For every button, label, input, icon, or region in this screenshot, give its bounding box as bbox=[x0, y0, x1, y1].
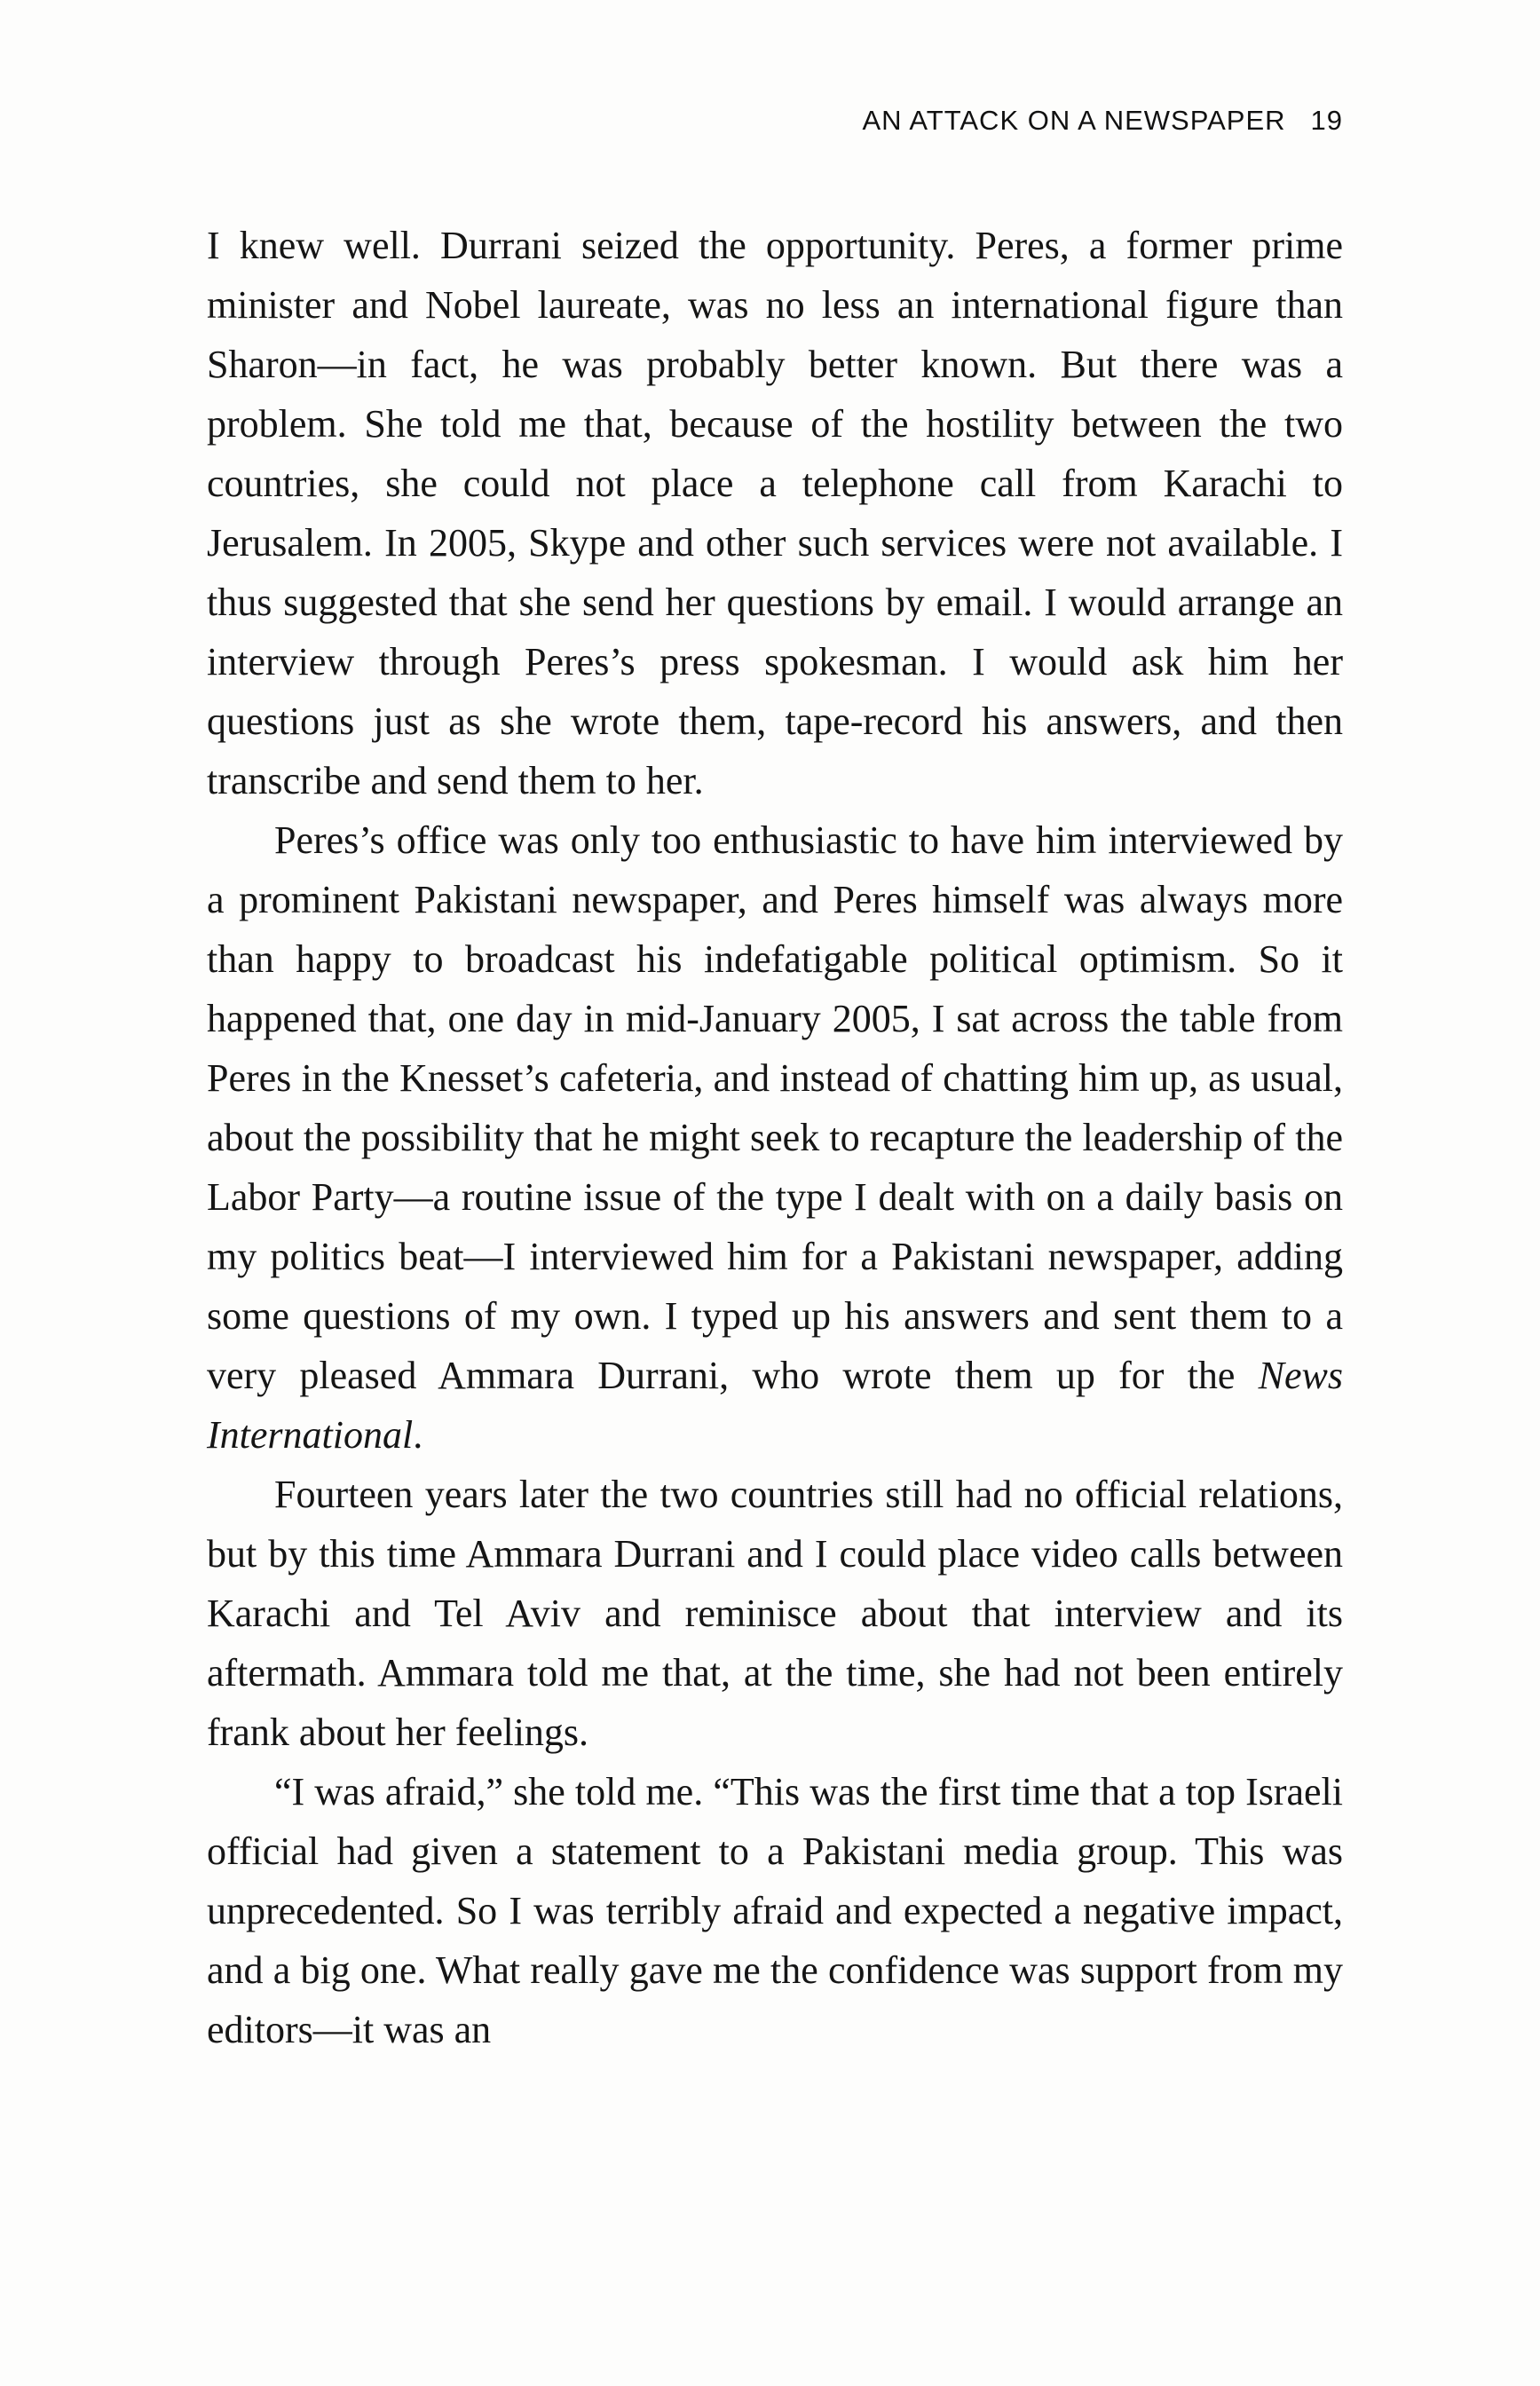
paragraph-2-end: . bbox=[413, 1413, 423, 1457]
running-title: AN ATTACK ON A NEWSPAPER bbox=[862, 105, 1286, 136]
paragraph-2 bbox=[207, 810, 1343, 1465]
running-header bbox=[207, 105, 1343, 137]
body-text bbox=[207, 216, 1343, 2059]
paragraph-1: I knew well. Durrani seized the opportunity. Peres, a former prime minister and Nobel laureate, was no less an international figure than Sharon—in fact, he was probably better known. But there was a problem. She told me that, because of the hostility between the two countries, she could not place a telephone call from Karachi to Jerusalem. In 2005, Skype and other such services were not available. I thus suggested that she send her questions by email. I would arrange an interview through Peres’s press spokesman. I would ask him her questions just as she wrote them, tape-record his answers, and then transcribe and send them to her. bbox=[207, 224, 1343, 802]
paragraph-4: “I was afraid,” she told me. “This was the first time that a top Israeli official had given a statement to a Pakistani media group. This was unprecedented. So I was terribly afraid and expected a negative impact, and a big one. What really gave me the confidence was support from my editors—it was an bbox=[207, 1770, 1343, 2051]
publication-title: News International bbox=[207, 1354, 1343, 1457]
paragraph-3: Fourteen years later the two countries still had no official relations, but by this time Ammara Durrani and I could place video calls between Karachi and Tel Aviv and reminisce about that interview and its aftermath. Ammara told me that, at the time, she had not been entirely frank about her feelings. bbox=[207, 1473, 1343, 1754]
page-number: 19 bbox=[1310, 105, 1343, 136]
paragraph-2-text: Peres’s office was only too enthusiastic to have him interviewed by a prominent Pakistani newspaper, and Peres himself was always more than happy to broadcast his indefatigable political optimism. So it happened that, one day in mid-January 2005, I sat across the table from Peres in the Knesset’s cafeteria, and instead of chatting him up, as usual, about the possibility that he might seek to recapture the leadership of the Labor Party—a routine issue of the type I dealt with on a daily basis on my politics beat—I interviewed him for a Pakistani newspaper, adding some questions of my own. I typed up his answers and sent them to a very pleased Ammara Durrani, who wrote them up for the bbox=[207, 818, 1343, 1397]
